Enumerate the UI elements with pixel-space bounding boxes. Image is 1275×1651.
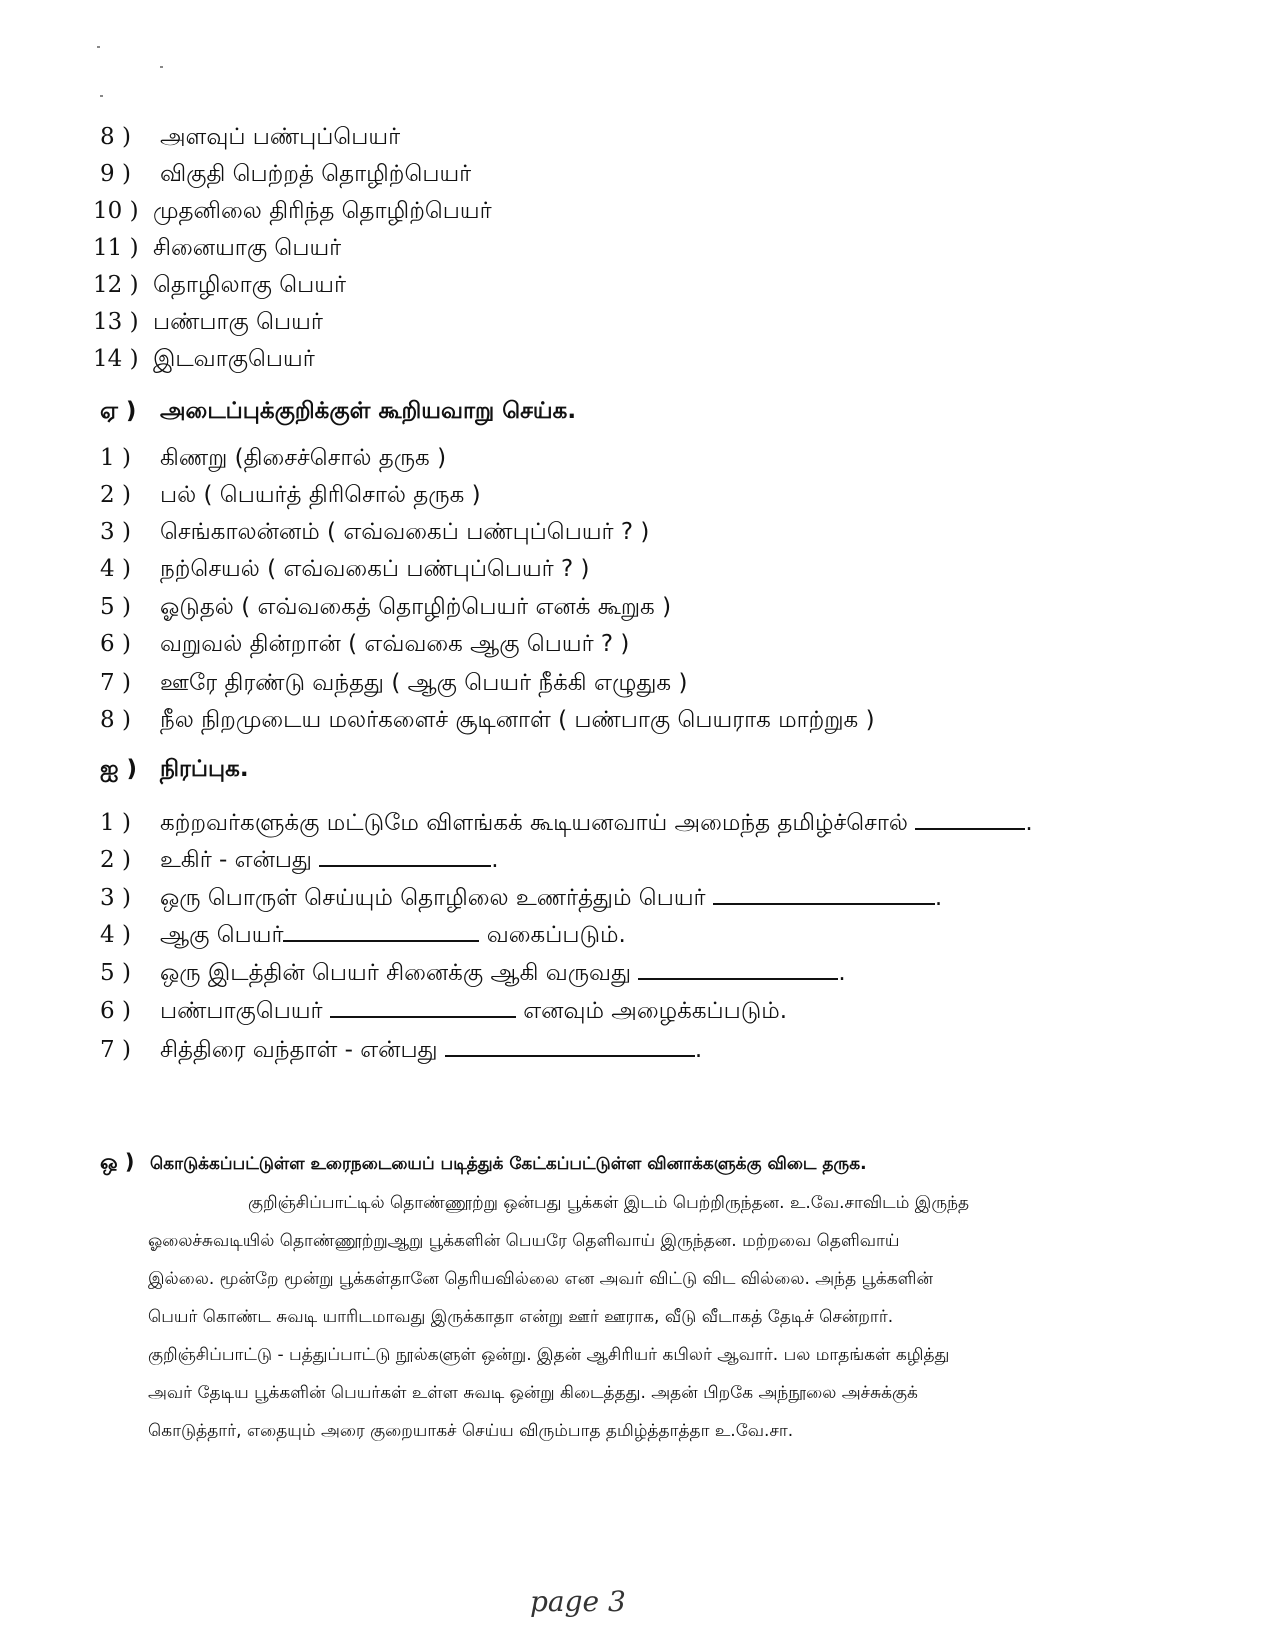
fill-blank-item — [100, 881, 942, 913]
fill-blank-item — [100, 918, 626, 950]
section-heading — [100, 756, 249, 785]
section-label: ஐ ) — [100, 756, 137, 782]
passage-line: பெயர் கொண்ட சுவடி யாரிடமாவது இருக்காதா என்று ஊர் ஊராக, வீடு வீடாகத் தேடிச் சென்றார். — [148, 1307, 894, 1327]
item-suffix: வகைப்படும். — [486, 922, 626, 948]
answer-blank[interactable] — [319, 843, 491, 867]
item-text: பண்பாகுபெயர் — [160, 998, 323, 1024]
item-text: விகுதி பெற்றத் தொழிற்பெயர் — [160, 161, 472, 187]
fill-blank-item — [100, 994, 787, 1026]
item-number: 3 ) — [100, 519, 131, 545]
item-number: 2 ) — [100, 847, 131, 873]
item-number: 14 ) — [93, 346, 139, 372]
item-number: 1 ) — [100, 445, 131, 471]
item-text: நீல நிறமுடைய மலர்களைச் சூடினாள் ( பண்பாகு பெயராக மாற்றுக ) — [160, 707, 875, 733]
scan-speck — [160, 66, 163, 68]
section-label: ஏ ) — [100, 398, 137, 424]
answer-blank[interactable] — [330, 994, 516, 1018]
passage-line: ஓலைச்சுவடியில் தொண்ணூற்றுஆறு பூக்களின் பெயரே தெளிவாய் இருந்தன. மற்றவை தெளிவாய் — [148, 1231, 900, 1251]
item-number: 11 ) — [93, 235, 139, 261]
fill-blank-item — [100, 956, 846, 988]
item-text: பண்பாகு பெயர் — [153, 309, 323, 335]
list-item — [100, 122, 400, 152]
scan-speck — [100, 95, 103, 97]
item-suffix: . — [694, 1037, 703, 1063]
item-number: 3 ) — [100, 885, 131, 911]
item-text: ஒரு இடத்தின் பெயர் சினைக்கு ஆகி வருவது — [160, 960, 632, 986]
list-item — [100, 159, 471, 189]
item-number: 5 ) — [100, 594, 131, 620]
item-number: 1 ) — [100, 810, 131, 836]
item-number: 10 ) — [93, 198, 139, 224]
passage-line: குறிஞ்சிப்பாட்டில் தொண்ணூற்று ஒன்பது பூக்கள் இடம் பெற்றிருந்தன. உ.வே.சாவிடம் இருந்த — [248, 1193, 970, 1213]
item-text: அளவுப் பண்புப்பெயர் — [160, 124, 401, 150]
list-item — [100, 480, 481, 510]
list-item — [100, 554, 590, 584]
item-suffix: . — [838, 960, 846, 986]
item-number: 6 ) — [100, 631, 131, 657]
list-item — [100, 668, 687, 698]
item-number: 4 ) — [100, 922, 131, 948]
item-number: 8 ) — [100, 124, 131, 150]
item-text: கிணறு (திசைச்சொல் தருக ) — [160, 445, 447, 471]
fill-blank-item — [100, 1033, 702, 1065]
item-number: 13 ) — [93, 309, 139, 335]
item-text: ஒரு பொருள் செய்யும் தொழிலை உணர்த்தும் பெயர் — [160, 885, 706, 911]
item-text: நற்செயல் ( எவ்வகைப் பண்புப்பெயர் ? ) — [160, 556, 590, 582]
answer-blank[interactable] — [915, 806, 1025, 830]
list-item — [93, 307, 323, 337]
answer-blank[interactable] — [713, 881, 935, 905]
passage-line: கொடுத்தார், எதையும் அரை குறையாகச் செய்ய விரும்பாத தமிழ்த்தாத்தா உ.வே.சா. — [148, 1421, 794, 1441]
list-item — [100, 592, 671, 622]
item-number: 7 ) — [100, 670, 131, 696]
item-text: முதனிலை திரிந்த தொழிற்பெயர் — [153, 198, 492, 224]
item-text: சித்திரை வந்தாள் - என்பது — [160, 1037, 438, 1063]
item-text: பல் ( பெயர்த் திரிசொல் தருக ) — [160, 482, 481, 508]
list-item — [100, 443, 446, 473]
item-text: தொழிலாகு பெயர் — [153, 272, 347, 298]
item-number: 12 ) — [93, 272, 139, 298]
item-suffix: எனவும் அழைக்கப்படும். — [523, 998, 788, 1024]
item-text: உகிர் - என்பது — [160, 847, 312, 873]
item-suffix: . — [934, 885, 943, 911]
item-suffix: . — [491, 847, 499, 873]
section-heading — [100, 398, 576, 427]
answer-blank[interactable] — [638, 956, 838, 980]
item-number: 7 ) — [100, 1037, 131, 1063]
item-number: 2 ) — [100, 482, 131, 508]
item-number: 4 ) — [100, 556, 131, 582]
item-number: 5 ) — [100, 960, 131, 986]
item-text: கற்றவர்களுக்கு மட்டுமே விளங்கக் கூடியனவாய் அமைந்த தமிழ்ச்சொல் — [160, 810, 909, 836]
answer-blank[interactable] — [283, 918, 479, 942]
scan-speck — [97, 46, 100, 48]
list-item — [100, 705, 875, 735]
fill-blank-item — [100, 843, 499, 875]
list-item — [100, 629, 629, 659]
item-text: ஓடுதல் ( எவ்வகைத் தொழிற்பெயர் எனக் கூறுக ) — [160, 594, 672, 620]
section-label: ஒ ) — [100, 1150, 135, 1174]
passage-line: குறிஞ்சிப்பாட்டு - பத்துப்பாட்டு நூல்களுள் ஒன்று. இதன் ஆசிரியர் கபிலர் ஆவார். பல மாதங்கள் கழித்து — [148, 1345, 950, 1365]
item-text: இடவாகுபெயர் — [153, 346, 315, 372]
page-number: page 3 — [530, 1585, 626, 1618]
section-title: நிரப்புக. — [160, 756, 249, 782]
passage-line: இல்லை. மூன்றே மூன்று பூக்கள்தானே தெரியவில்லை என அவர் விட்டு விட வில்லை. அந்த பூக்களின் — [148, 1269, 933, 1289]
item-number: 9 ) — [100, 161, 131, 187]
section-heading — [100, 1150, 867, 1177]
list-item — [93, 270, 346, 300]
section-title: அடைப்புக்குறிக்குள் கூறியவாறு செய்க. — [160, 398, 577, 424]
item-text: ஊரே திரண்டு வந்தது ( ஆகு பெயர் நீக்கி எழுதுக ) — [160, 670, 688, 696]
list-item — [93, 233, 341, 263]
answer-blank[interactable] — [445, 1033, 695, 1057]
item-number: 6 ) — [100, 998, 131, 1024]
item-text: ஆகு பெயர் — [160, 922, 284, 948]
item-text: செங்காலன்னம் ( எவ்வகைப் பண்புப்பெயர் ? ) — [160, 519, 650, 545]
passage — [148, 1184, 1148, 1450]
section-title: கொடுக்கப்பட்டுள்ள உரைநடையைப் படித்துக் கேட்கப்பட்டுள்ள வினாக்களுக்கு விடை தருக. — [150, 1154, 867, 1174]
item-number: 8 ) — [100, 707, 131, 733]
passage-line: அவர் தேடிய பூக்களின் பெயர்கள் உள்ள சுவடி ஒன்று கிடைத்தது. அதன் பிறகே அந்நூலை அச்சுக்குக் — [148, 1383, 918, 1403]
fill-blank-item — [100, 806, 1033, 838]
item-text: வறுவல் தின்றான் ( எவ்வகை ஆகு பெயர் ? ) — [160, 631, 630, 657]
item-text: சினையாகு பெயர் — [153, 235, 342, 261]
item-suffix: . — [1025, 810, 1033, 836]
list-item — [100, 517, 649, 547]
list-item — [93, 196, 492, 226]
list-item — [93, 344, 315, 374]
